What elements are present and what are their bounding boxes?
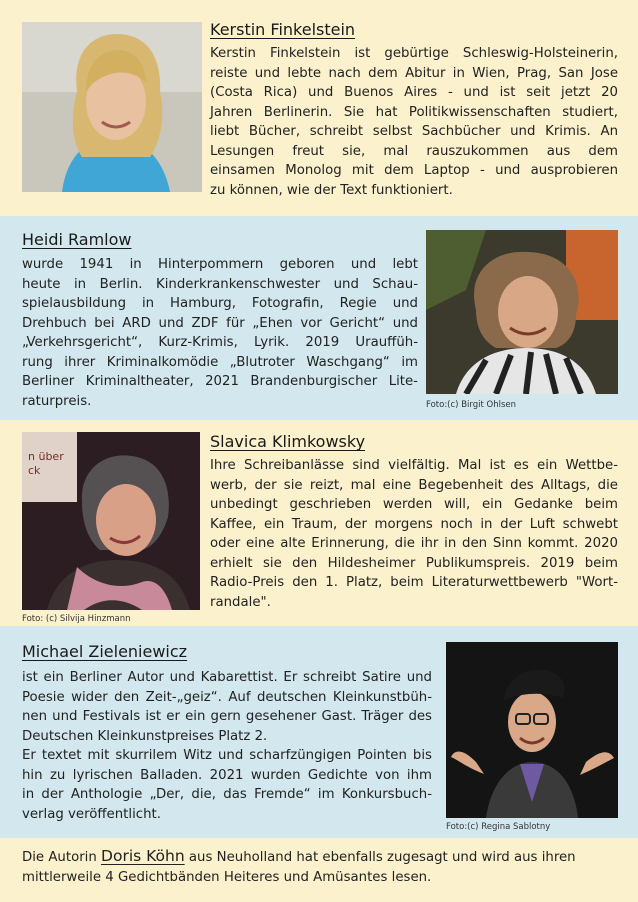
bio-line: „Verkehrsgericht“, Kurz-Krimis, Lyrik. 2019 Urauffüh- [22, 335, 418, 350]
photo-credit: Foto:(c) Regina Sablotny [446, 822, 551, 832]
section-heidi-ramlow [0, 216, 638, 420]
bio-line: Drehbuch bei ARD und ZDF für „Ehen vor Gericht“ und [22, 315, 418, 331]
bio-line: liebt Bücher, schreibt selbst Sachbücher und Krimis. An [210, 124, 618, 139]
bio-line: erhielt sie den Hildesheimer Publikumspreis. 2019 beim [210, 555, 618, 571]
photo-credit: Foto:(c) Birgit Ohlsen [426, 400, 517, 410]
footer-line-2: mittlerweile 4 Gedichtbänden Heiteres und Amüsantes lesen. [22, 870, 432, 885]
section-michael-zieleniewicz [0, 626, 638, 838]
bio-line: Radio-Preis den 1. Platz, beim Literaturwettbewerb "Wort- [210, 575, 618, 590]
author-bio [210, 44, 618, 200]
highlighted-author-name: Doris Köhn [101, 847, 185, 865]
poster-text: ck [28, 464, 41, 477]
author-photo-heidi [426, 230, 618, 394]
author-photo-kerstin [22, 22, 202, 192]
bio-line: einsamen Monolog mit dem Laptop - und ausprobieren [210, 163, 618, 178]
bio-line: randale". [210, 594, 271, 610]
bio-line: spielausbildung in Hamburg, Fotografin, Regie und [22, 296, 418, 311]
author-bio [210, 456, 618, 612]
bio-line: Jahren Berlinerin. Sie hat Politikwissenschaften studiert, [210, 104, 618, 120]
bio-line: reiste und lebte nach dem Abitur in Wien, Prag, San Jose [210, 65, 618, 81]
photo-credit: Foto: (c) Silvija Hinzmann [22, 614, 131, 624]
bio-line: wurde 1941 in Hinterpommern geboren und lebt [22, 257, 418, 272]
bio-line: verlag veröffentlicht. [22, 806, 161, 822]
bio-line: rung ihrer Kriminalkomödie „Blutroter Waschgang“ im [22, 354, 418, 370]
bio-line: Kaffee, ein Traum, der morgens noch in der Luft schwebt [210, 516, 618, 532]
bio-line: Lesungen freut sie, mal rauszukommen aus dem [210, 143, 618, 159]
author-name: Slavica Klimkowsky [210, 432, 366, 451]
author-name: Heidi Ramlow [22, 230, 132, 249]
bio-line: Berliner Kriminaltheater, 2021 Brandenburgischer Lite- [22, 374, 418, 389]
author-bio [22, 668, 432, 824]
bio-line: nen und Festivals ist er ein gern gesehener Gast. Träger des [22, 709, 432, 724]
bio-line: (Costa Rica) und Buenos Aires - und ist seit jetzt 20 [210, 85, 618, 100]
author-name: Kerstin Finkelstein [210, 20, 356, 39]
footer-prefix: Die Autorin [22, 850, 97, 865]
bio-line: hin zu lyrischen Balladen. 2021 wurden Gedichte von ihm [22, 767, 432, 783]
section-footer [0, 838, 638, 902]
footer-text [22, 846, 622, 888]
bio-line: zu können, wie der Text funktioniert. [210, 182, 453, 198]
footer-suffix: aus Neuholland hat ebenfalls zugesagt und wird aus ihren [188, 850, 576, 865]
bio-line: ist ein Berliner Autor und Kabarettist. Er schreibt Satire und [22, 670, 432, 685]
footer-line-1 [22, 846, 622, 868]
poster-text: n über [28, 450, 64, 463]
section-slavica-klimkowsky [0, 420, 638, 626]
author-photo-michael [446, 642, 618, 818]
bio-line: werb, der sie reizt, mal eine Begebenheit des Alltags, die [210, 477, 618, 493]
bio-line: in der Anthologie „Der, die, das Fremde“ im Konkursbuch- [22, 787, 432, 802]
bio-line: heute in Berlin. Kinderkrankenschwester und Schau- [22, 276, 418, 292]
bio-line: raturpreis. [22, 393, 92, 409]
bio-line: Er textet mit skurrilem Witz und scharfzüngigen Pointen bis [22, 748, 432, 763]
author-name: Michael Zieleniewicz [22, 642, 188, 661]
bio-line: Kerstin Finkelstein ist gebürtige Schleswig-Holsteinerin, [210, 46, 618, 61]
bio-line: oder eine alte Erinnerung, die ihr in den Sinn kommt. 2020 [210, 536, 618, 551]
author-bio [22, 255, 418, 411]
section-kerstin-finkelstein [0, 0, 638, 216]
bio-line: Ihre Schreibanlässe sind vielfältig. Mal ist es ein Wettbe- [210, 458, 618, 473]
bio-line: unbedingt geschrieben werden will, ein Gedanke beim [210, 497, 618, 512]
bio-line: Poesie wider den Zeit-„geiz“. Auf deutschen Kleinkunstbüh- [22, 689, 432, 705]
bio-line: Deutschen Kleinkunstpreises Platz 2. [22, 728, 268, 744]
author-photo-slavica [22, 432, 200, 610]
